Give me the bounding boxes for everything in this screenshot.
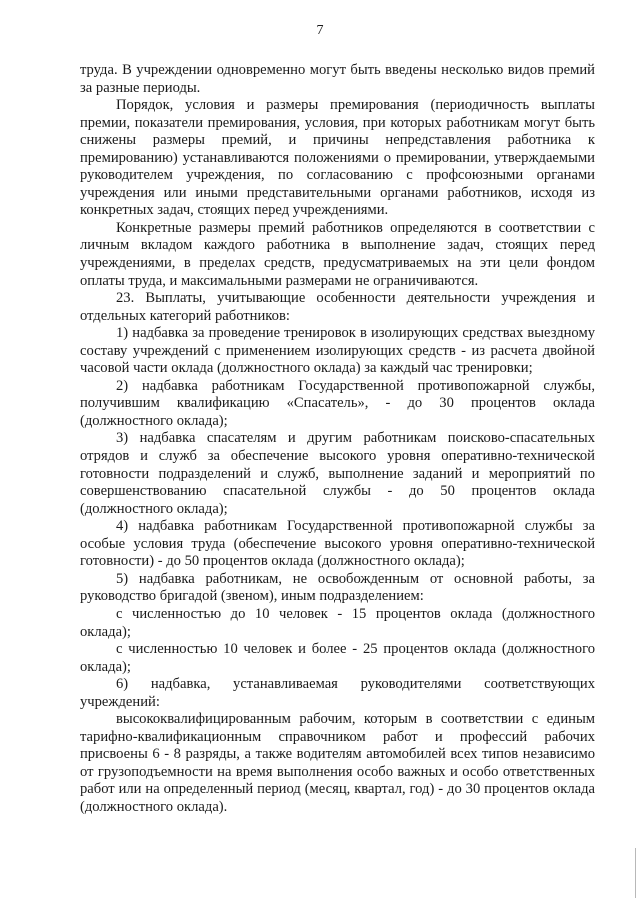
paragraph-clause-23: 23. Выплаты, учитывающие особенности деятельности учреждения и отдельных категорий работников: [80,290,595,324]
list-item-5-subitem-a: с численностью до 10 человек - 15 процентов оклада (должностного оклада); [80,605,595,640]
document-body [80,62,595,817]
paragraph-bonus-procedure: Порядок, условия и размеры премирования (периодичность выплаты премии, показатели премирования, условия, при которых работникам могут быть снижены размеры премий, и причины непредставления работника к премированию) устанавливаются положениями о премировании, утверждаемыми руководителем учреждения, по согласованию с профсоюзными органами учреждения или иными представительными органами работников, исходя из конкретных задач, стоящих перед учреждениями. [80,97,595,219]
list-item-2: 2) надбавка работникам Государственной противопожарной службы, получившим квалификацию «Спасатель», - до 30 процентов оклада (должностного оклада); [80,377,595,429]
page-number: 7 [316,23,324,38]
list-item-6-detail: высококвалифицированным рабочим, которым в соответствии с единым тарифно-квалификационным справочником работ и профессий рабочих присвоены 6 - 8 разряды, а также водителям автомобилей всех типов независимо от грузоподъемности на время выполнения особо важных и особо ответственных работ или на определенный период (месяц, квартал, год) - до 30 процентов оклада (должностного оклада). [80,711,595,815]
list-item-4: 4) надбавка работникам Государственной противопожарной службы за особые условия труда (обеспечение высокого уровня оперативно-технической готовности) - до 50 процентов оклада (должностного оклада); [80,518,595,570]
paragraph-continuation: труда. В учреждении одновременно могут быть введены несколько видов премий за разные периоды. [80,62,595,96]
list-item-1: 1) надбавка за проведение тренировок в изолирующих средствах выездному составу учреждений с применением изолирующих средств - из расчета двойной часовой части оклада (должностного оклада) за каждый час тренировки; [80,325,595,377]
list-item-6: 6) надбавка, устанавливаемая руководителями соответствующих учреждений: [80,676,595,710]
scan-edge-mark [635,848,636,898]
list-item-5: 5) надбавка работникам, не освобожденным от основной работы, за руководство бригадой (звеном), иным подразделением: [80,570,595,605]
list-item-3: 3) надбавка спасателям и другим работникам поисково-спасательных отрядов и служб за обеспечение высокого уровня оперативно-технической готовности подразделений и служб, выполнение заданий и мероприятий по совершенствованию спасательной службы - до 50 процентов оклада (должностного оклада); [80,430,595,517]
list-item-5-subitem-b: с численностью 10 человек и более - 25 процентов оклада (должностного оклада); [80,641,595,675]
paragraph-bonus-amounts: Конкретные размеры премий работников определяются в соответствии с личным вкладом каждого работника в выполнение задач, стоящих перед учреждениями, в пределах средств, предусматриваемых на эти цели фондом оплаты труда, и максимальными размерами не ограничиваются. [80,219,595,289]
